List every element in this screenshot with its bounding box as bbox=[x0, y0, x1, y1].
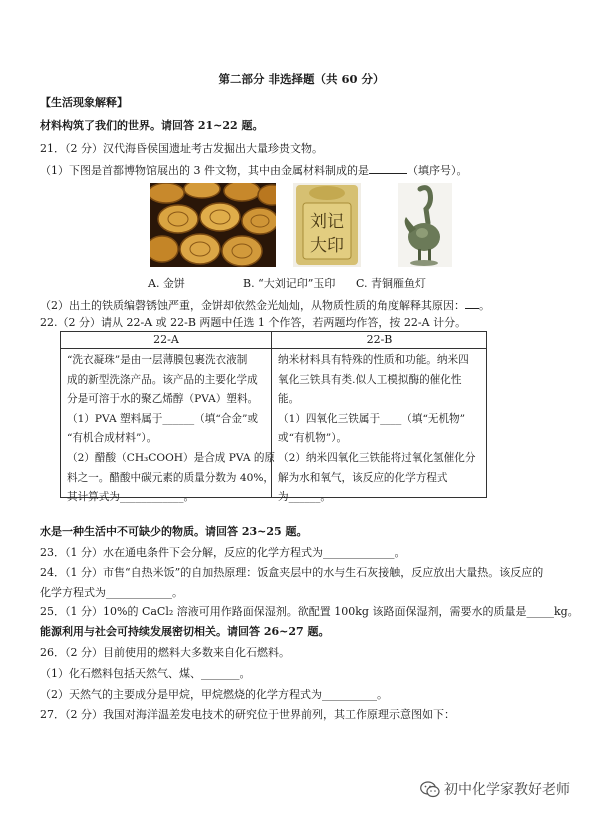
cell-a-line: 分是可溶于水的聚乙烯醇（PVA）塑料。 bbox=[67, 393, 259, 406]
cell-a-line: “有机合成材料”）。 bbox=[67, 432, 158, 445]
q21-part2-end: 。 bbox=[479, 299, 490, 312]
cell-a-line: （2）醋酸（CH₃COOH）是合成 PVA 的原 bbox=[67, 451, 276, 464]
caption-b: B. “大刘记印”玉印 bbox=[243, 277, 336, 290]
cell-b-line: （1）四氧化三铁属于____（填“无机物” bbox=[278, 412, 466, 425]
q26-part1: （1）化石燃料包括天然气、煤、_______。 bbox=[40, 667, 251, 680]
q24-line1: 24．（1 分）市售“自热米饭”的自加热原理：饭盒夹层中的水与生石灰接触，反应放出大量热。该反应的 bbox=[40, 566, 544, 579]
q22-choice-table bbox=[60, 331, 487, 504]
cell-b-line: 纳米材料具有特殊的性质和功能。纳米四 bbox=[278, 354, 469, 366]
q25: 25．（1 分）10%的 CaCl₂ 溶液可用作路面保湿剂。欲配置 100kg 该路面保湿剂，需要水的质量是_____kg。 bbox=[40, 605, 579, 618]
cell-b-line: 或“有机物”）。 bbox=[278, 432, 348, 445]
cell-b-line: 能。 bbox=[278, 393, 300, 406]
q21-part1-end: （填序号）。 bbox=[407, 164, 468, 177]
seal-glyphs-bottom: 大印 bbox=[310, 236, 344, 256]
q27: 27．（2 分）我国对海洋温差发电技术的研究位于世界前列，其工作原理示意图如下： bbox=[40, 708, 455, 721]
q26-stem: 26．（2 分）目前使用的燃料大多数来自化石燃料。 bbox=[40, 646, 290, 659]
cell-b-line: 解为水和氧气，该反应的化学方程式 bbox=[278, 471, 448, 484]
jade-seal-image bbox=[293, 183, 361, 267]
cell-a-line: （1）PVA 塑料属于______（填“合金”或 bbox=[67, 412, 258, 425]
cell-a-line: 其计算式为____________。 bbox=[67, 491, 195, 504]
caption-c: C. 青铜雁鱼灯 bbox=[356, 277, 427, 290]
bronze-lamp-image bbox=[398, 183, 452, 267]
table-header-divider bbox=[61, 348, 486, 349]
group3-intro: 能源利用与社会可持续发展密切相关。请回答 26~27 题。 bbox=[40, 625, 330, 638]
seal-glyphs-top: 刘记 bbox=[310, 212, 344, 232]
q21-part1-text: （1）下图是首都博物馆展出的 3 件文物，其中由金属材料制成的是 bbox=[40, 164, 369, 177]
answer-blank bbox=[369, 162, 407, 174]
cell-b-line: 氧化三铁具有类.似人工模拟酶的催化性 bbox=[278, 373, 462, 386]
section-label: 【生活现象解释】 bbox=[40, 96, 128, 109]
table-header-a: 22-A bbox=[153, 333, 179, 346]
group2-intro: 水是一种生活中不可缺少的物质。请回答 23~25 题。 bbox=[40, 525, 308, 538]
cell-a-line: “洗衣凝珠”是由一层薄膜包裹洗衣液制 bbox=[67, 354, 248, 366]
q21-part1 bbox=[40, 162, 468, 178]
cell-b-line: 为______。 bbox=[278, 491, 331, 504]
q26-part2: （2）天然气的主要成分是甲烷，甲烷燃烧的化学方程式为__________。 bbox=[40, 688, 388, 701]
q21-stem: 21．（2 分）汉代海昏侯国遗址考古发掘出大量珍贵文物。 bbox=[40, 142, 323, 155]
table-header-b: 22-B bbox=[366, 333, 393, 346]
cell-a-line: 成的新型洗涤产品。该产品的主要化学成 bbox=[67, 373, 258, 386]
watermark-text: 初中化学家教好老师 bbox=[444, 782, 570, 798]
gold-cakes-image bbox=[150, 183, 276, 267]
q21-part2-text: （2）出土的铁质编磬锈蚀严重，金饼却依然金光灿灿，从物质性质的角度解释其原因： bbox=[40, 299, 465, 312]
q21-part2 bbox=[40, 297, 490, 313]
q22-stem: 22.（2 分）请从 22-A 或 22-B 两题中任选 1 个作答，若两题均作答，按 22-A 计分。 bbox=[40, 316, 467, 329]
cell-b-line: （2）纳米四氧化三铁能将过氧化氢催化分 bbox=[278, 451, 476, 464]
caption-a: A. 金饼 bbox=[148, 277, 185, 290]
wechat-icon bbox=[420, 781, 440, 798]
section-title: 第二部分 非选择题（共 60 分） bbox=[218, 72, 385, 86]
q24-line2: 化学方程式为____________。 bbox=[40, 586, 183, 599]
table-cell-a bbox=[67, 351, 275, 508]
answer-blank bbox=[465, 297, 479, 309]
table-cell-b bbox=[278, 351, 475, 508]
q23: 23．（1 分）水在通电条件下会分解，反应的化学方程式为_____________。 bbox=[40, 546, 406, 559]
watermark bbox=[420, 779, 570, 799]
cell-a-line: 料之一。醋酸中碳元素的质量分数为 40%， bbox=[67, 471, 275, 484]
group1-intro: 材料构筑了我们的世界。请回答 21~22 题。 bbox=[40, 119, 264, 132]
